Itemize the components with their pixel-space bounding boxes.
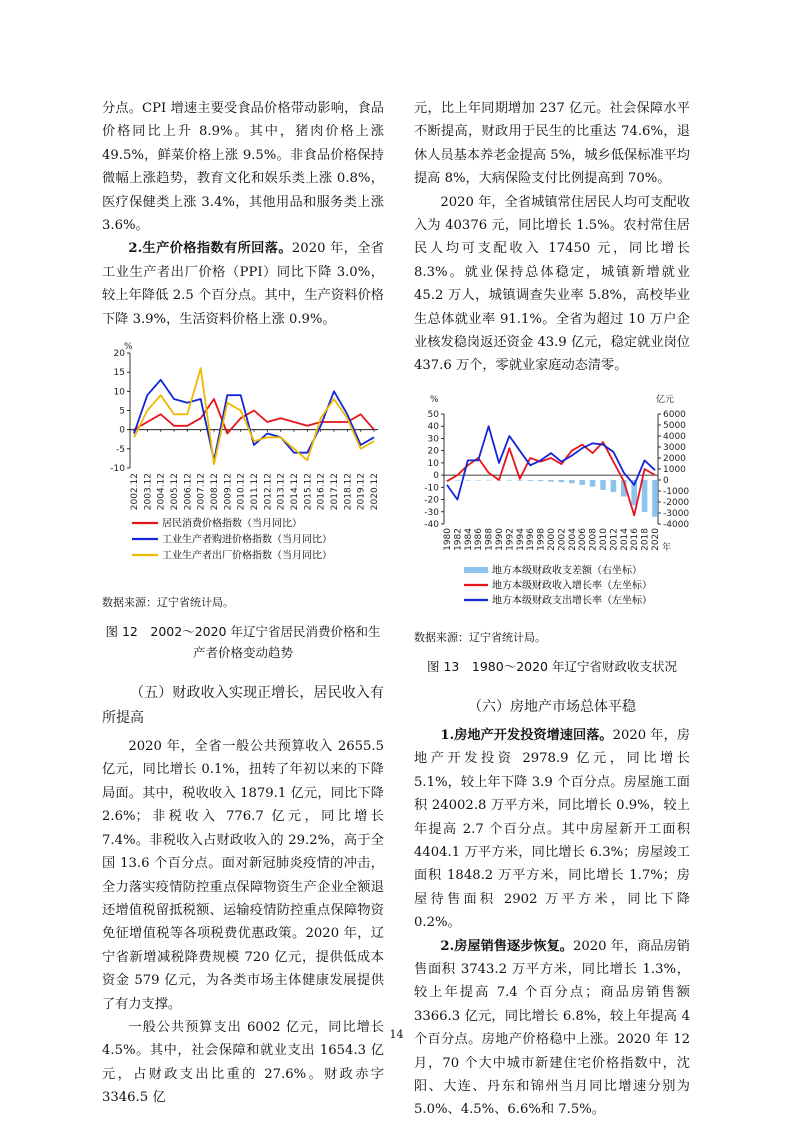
y-right-tick-label: -2000 <box>663 497 690 508</box>
section-heading: （五）财政收入实现正增长，居民收入有所提高 <box>102 685 384 727</box>
x-tick-label: 1988 <box>484 527 495 551</box>
x-tick-label: 2011.12 <box>250 473 260 511</box>
y-right-tick-label: 4000 <box>663 431 686 442</box>
x-tick-label: 2007.12 <box>196 473 207 511</box>
bar <box>642 480 648 512</box>
x-tick-label: 2017.12 <box>330 473 340 511</box>
y-right-tick-label: 6000 <box>663 409 686 420</box>
series-line <box>134 380 374 461</box>
section-heading: （六）房地产市场总体平稳 <box>468 698 636 715</box>
bar <box>559 480 565 482</box>
y-right-tick-label: -4000 <box>663 519 690 530</box>
y-right-tick-label: 5000 <box>663 420 686 431</box>
y-right-unit-label: 亿元 <box>656 394 675 405</box>
x-tick-label: 2012 <box>609 527 620 551</box>
y-tick-label: 20 <box>113 349 125 360</box>
x-tick-label: 2018 <box>640 527 651 551</box>
bar <box>548 480 554 482</box>
paragraph-text: 2020 年，全省工业生产者出厂价格（PPI）同比下降 3.0%，较上年降低 2.5 个百分点。其中，生产资料价格下降 3.9%，生活资料价格上涨 0.9%。 <box>102 241 384 327</box>
fiscal-revenue-expenditure-chart <box>414 392 690 622</box>
x-tick-label: 2002.12 <box>130 473 140 511</box>
x-tick-label: 1990 <box>495 527 505 551</box>
x-tick-label: 2019.12 <box>356 473 367 511</box>
subheading: 1.房地产开发投资增速回落。 <box>440 727 613 743</box>
x-tick-label: 2018.12 <box>343 473 354 511</box>
legend-label: 居民消费价格指数（当月同比） <box>162 518 302 530</box>
x-tick-label: 2014 <box>619 527 630 551</box>
x-tick-label: 2004.12 <box>156 473 167 511</box>
paragraph-text: 2020 年，商品房销售面积 3743.2 万平方米，同比增长 1.3%，较上年提高 7.4 个百分点；商品房销售额 3366.3 亿元，同比增长 6.8%，较上年提高 4 个百分点。房地产价格稳中上涨。2020 年 12 月，70 个大中城市新建住宅价格指数中，沈阳、大连、丹东和锦州当月同比增速分别为 5.0%、4.5%、6.6%和 7.5%。 <box>414 938 690 1118</box>
legend-label: 地方本级财政支出增长率（左坐标） <box>492 595 652 607</box>
bar <box>579 480 585 485</box>
x-tick-label: 2020.12 <box>370 473 380 511</box>
x-tick-label: 1992 <box>505 527 516 551</box>
bar <box>507 480 513 481</box>
x-tick-label: 2013.12 <box>276 473 287 511</box>
bar <box>611 480 617 492</box>
y-left-tick-label: 40 <box>427 422 439 433</box>
figure-caption: 图 13 1980～2020 年辽宁省财政收支状况 <box>427 658 677 674</box>
y-right-tick-label: 3000 <box>663 442 686 453</box>
x-tick-label: 2008.12 <box>210 473 220 511</box>
x-tick-label: 1994 <box>515 527 526 551</box>
y-left-tick-label: 0 <box>433 470 439 481</box>
x-tick-label: 2005.12 <box>170 473 180 511</box>
x-tick-label: 2015.12 <box>303 473 314 511</box>
y-tick-label: -5 <box>116 444 125 455</box>
figure-source: 数据来源：辽宁省统计局。 <box>102 596 234 610</box>
x-tick-label: 2009.12 <box>223 473 234 511</box>
x-tick-label: 1996 <box>526 527 537 551</box>
x-tick-label: 2016.12 <box>316 473 327 511</box>
x-tick-label: 1982 <box>453 527 464 551</box>
legend-label: 地方本级财政收支差额（右坐标） <box>492 565 642 577</box>
x-tick-label: 2002 <box>557 527 568 551</box>
cpi-ppi-line-chart <box>102 339 384 587</box>
legend-label: 工业生产者购进价格指数（当月同比） <box>162 534 332 546</box>
x-tick-label: 2004 <box>567 527 578 551</box>
bar <box>590 480 596 487</box>
bar <box>569 480 575 483</box>
bar <box>600 480 606 490</box>
bar <box>455 480 461 481</box>
body-paragraph: 元，比上年同期增加 237 亿元。社会保障水平不断提高，财政用于民生的比重达 74.6%，退休人员基本养老金提高 5%，城乡低保标准平均提高 8%，大病保险支付比例提高到 70%。 <box>414 101 690 187</box>
figure-caption: 图 12 2002～2020 年辽宁省居民消费价格和生产者价格变动趋势 <box>105 624 381 661</box>
y-tick-label: 0 <box>119 425 125 436</box>
bar <box>486 480 492 481</box>
y-tick-label: 15 <box>113 368 125 379</box>
subheading: 2.房屋销售逐步恢复。 <box>440 938 574 954</box>
x-tick-label: 1984 <box>463 527 474 551</box>
x-tick-label: 2020 <box>651 527 661 551</box>
series-line <box>134 368 374 464</box>
y-tick-label: -10 <box>110 464 125 475</box>
x-tick-label: 2000 <box>547 527 557 551</box>
y-left-unit-label: % <box>430 394 439 405</box>
y-tick-label: 5 <box>119 406 125 417</box>
body-paragraph: 分点。CPI 增速主要受食品价格带动影响，食品价格同比上升 8.9%。其中，猪肉价格上涨 49.5%，鲜菜价格上涨 9.5%。非食品价格保持微幅上涨趋势，教育文化和娱乐类上涨 0.8%，医疗保健类上涨 3.4%，其他用品和服务类上涨 3.6%。 <box>102 101 384 234</box>
bar <box>465 480 471 481</box>
y-tick-label: 10 <box>113 387 125 398</box>
body-paragraph: 一般公共预算支出 6002 亿元，同比增长 4.5%。其中，社会保障和就业支出 1654.3 亿元，占财政支出比重的 27.6%。财政赤字 3346.5 亿 <box>102 1019 384 1106</box>
x-tick-label: 1998 <box>536 527 547 551</box>
y-left-tick-label: 50 <box>427 409 439 420</box>
bar <box>652 480 658 517</box>
bar <box>517 480 523 481</box>
left-column <box>102 97 384 1110</box>
page-number: 14 <box>389 1028 404 1041</box>
body-paragraph <box>414 724 690 935</box>
paragraph-text: 2020 年，房地产开发投资 2978.9 亿元，同比增长 5.1%，较上年下降 3.9 个百分点。房屋施工面积 24002.8 万平方米，同比增长 0.9%，较上年提高 2.7 个百分点。其中房屋新开工面积 4404.1 万平方米，同比增长 6.3%；房屋竣工面积 1848.2 万平方米，同比增长 1.7%；房屋待售面积 2902 万平方米，同比下降 0.2%。 <box>414 727 690 931</box>
y-right-tick-label: 2000 <box>663 453 686 464</box>
y-left-tick-label: -40 <box>424 519 439 530</box>
x-tick-label: 2003.12 <box>143 473 154 511</box>
x-tick-label: 2016 <box>630 527 641 551</box>
x-tick-label: 2006.12 <box>183 473 194 511</box>
y-left-tick-label: 30 <box>427 434 439 445</box>
subheading: 2.生产价格指数有所回落。 <box>128 241 292 257</box>
x-tick-label: 1986 <box>474 527 485 551</box>
bar <box>475 480 481 481</box>
x-axis-suffix: 年 <box>662 542 672 553</box>
legend-label: 地方本级财政收入增长率（左坐标） <box>492 580 652 592</box>
y-right-tick-label: -3000 <box>663 508 690 519</box>
y-left-tick-label: -20 <box>424 495 439 506</box>
x-tick-label: 2012.12 <box>263 473 274 511</box>
y-right-tick-label: 1000 <box>663 464 686 475</box>
y-unit-label: % <box>124 342 133 353</box>
x-tick-label: 2010 <box>599 527 609 551</box>
y-right-tick-label: 0 <box>663 475 669 486</box>
y-right-tick-label: -1000 <box>663 486 690 497</box>
right-column <box>414 97 690 1122</box>
y-left-tick-label: -10 <box>424 483 439 494</box>
legend-label: 工业生产者出厂价格指数（当月同比） <box>162 550 332 562</box>
bar <box>538 480 544 481</box>
y-left-tick-label: 20 <box>427 446 439 457</box>
y-left-tick-label: 10 <box>427 458 439 469</box>
x-tick-label: 2014.12 <box>290 473 300 511</box>
x-tick-label: 1980 <box>443 527 453 551</box>
legend-swatch <box>464 567 488 573</box>
x-tick-label: 2008 <box>588 527 599 551</box>
bar <box>527 480 533 481</box>
y-left-tick-label: -30 <box>424 507 439 518</box>
body-paragraph <box>102 237 384 331</box>
x-tick-label: 2010.12 <box>236 473 247 511</box>
body-paragraph: 2020 年，全省一般公共预算收入 2655.5 亿元，同比增长 0.1%，扭转了年初以来的下降局面。其中，税收收入 1879.1 亿元，同比下降 2.6%；非税收入 776.7 亿元，同比增长 7.4%。非税收入占财政收入的 29.2%，高于全国 13.6 个百分点。面对新冠肺炎疫情的冲击，全力落实疫情防控重点保障物资生产企业全额退还增值税留抵税额、运输疫情防控重点保障物资免征增值税等各项税费优惠政策。2020 年，辽宁省新增减税降费规模 720 亿元，提供低成本资金 579 亿元，为各类市场主体健康发展提供了有力支撑。 <box>102 739 384 1012</box>
body-paragraph: 2020 年，全省城镇常住居民人均可支配收入为 40376 元，同比增长 1.5%。农村常住居民人均可支配收入 17450 元，同比增长 8.3%。就业保持总体稳定，城镇新增就业 45.2 万人，城镇调查失业率 5.8%，高校毕业生总体就业率 91.1%。全省为超过 10 万户企业核发稳岗返还资金 43.9 亿元，稳定就业岗位 437.6 万个，零就业家庭动态清零。 <box>414 194 690 374</box>
x-tick-label: 2006 <box>578 527 589 551</box>
figure-source: 数据来源：辽宁省统计局。 <box>414 630 546 644</box>
